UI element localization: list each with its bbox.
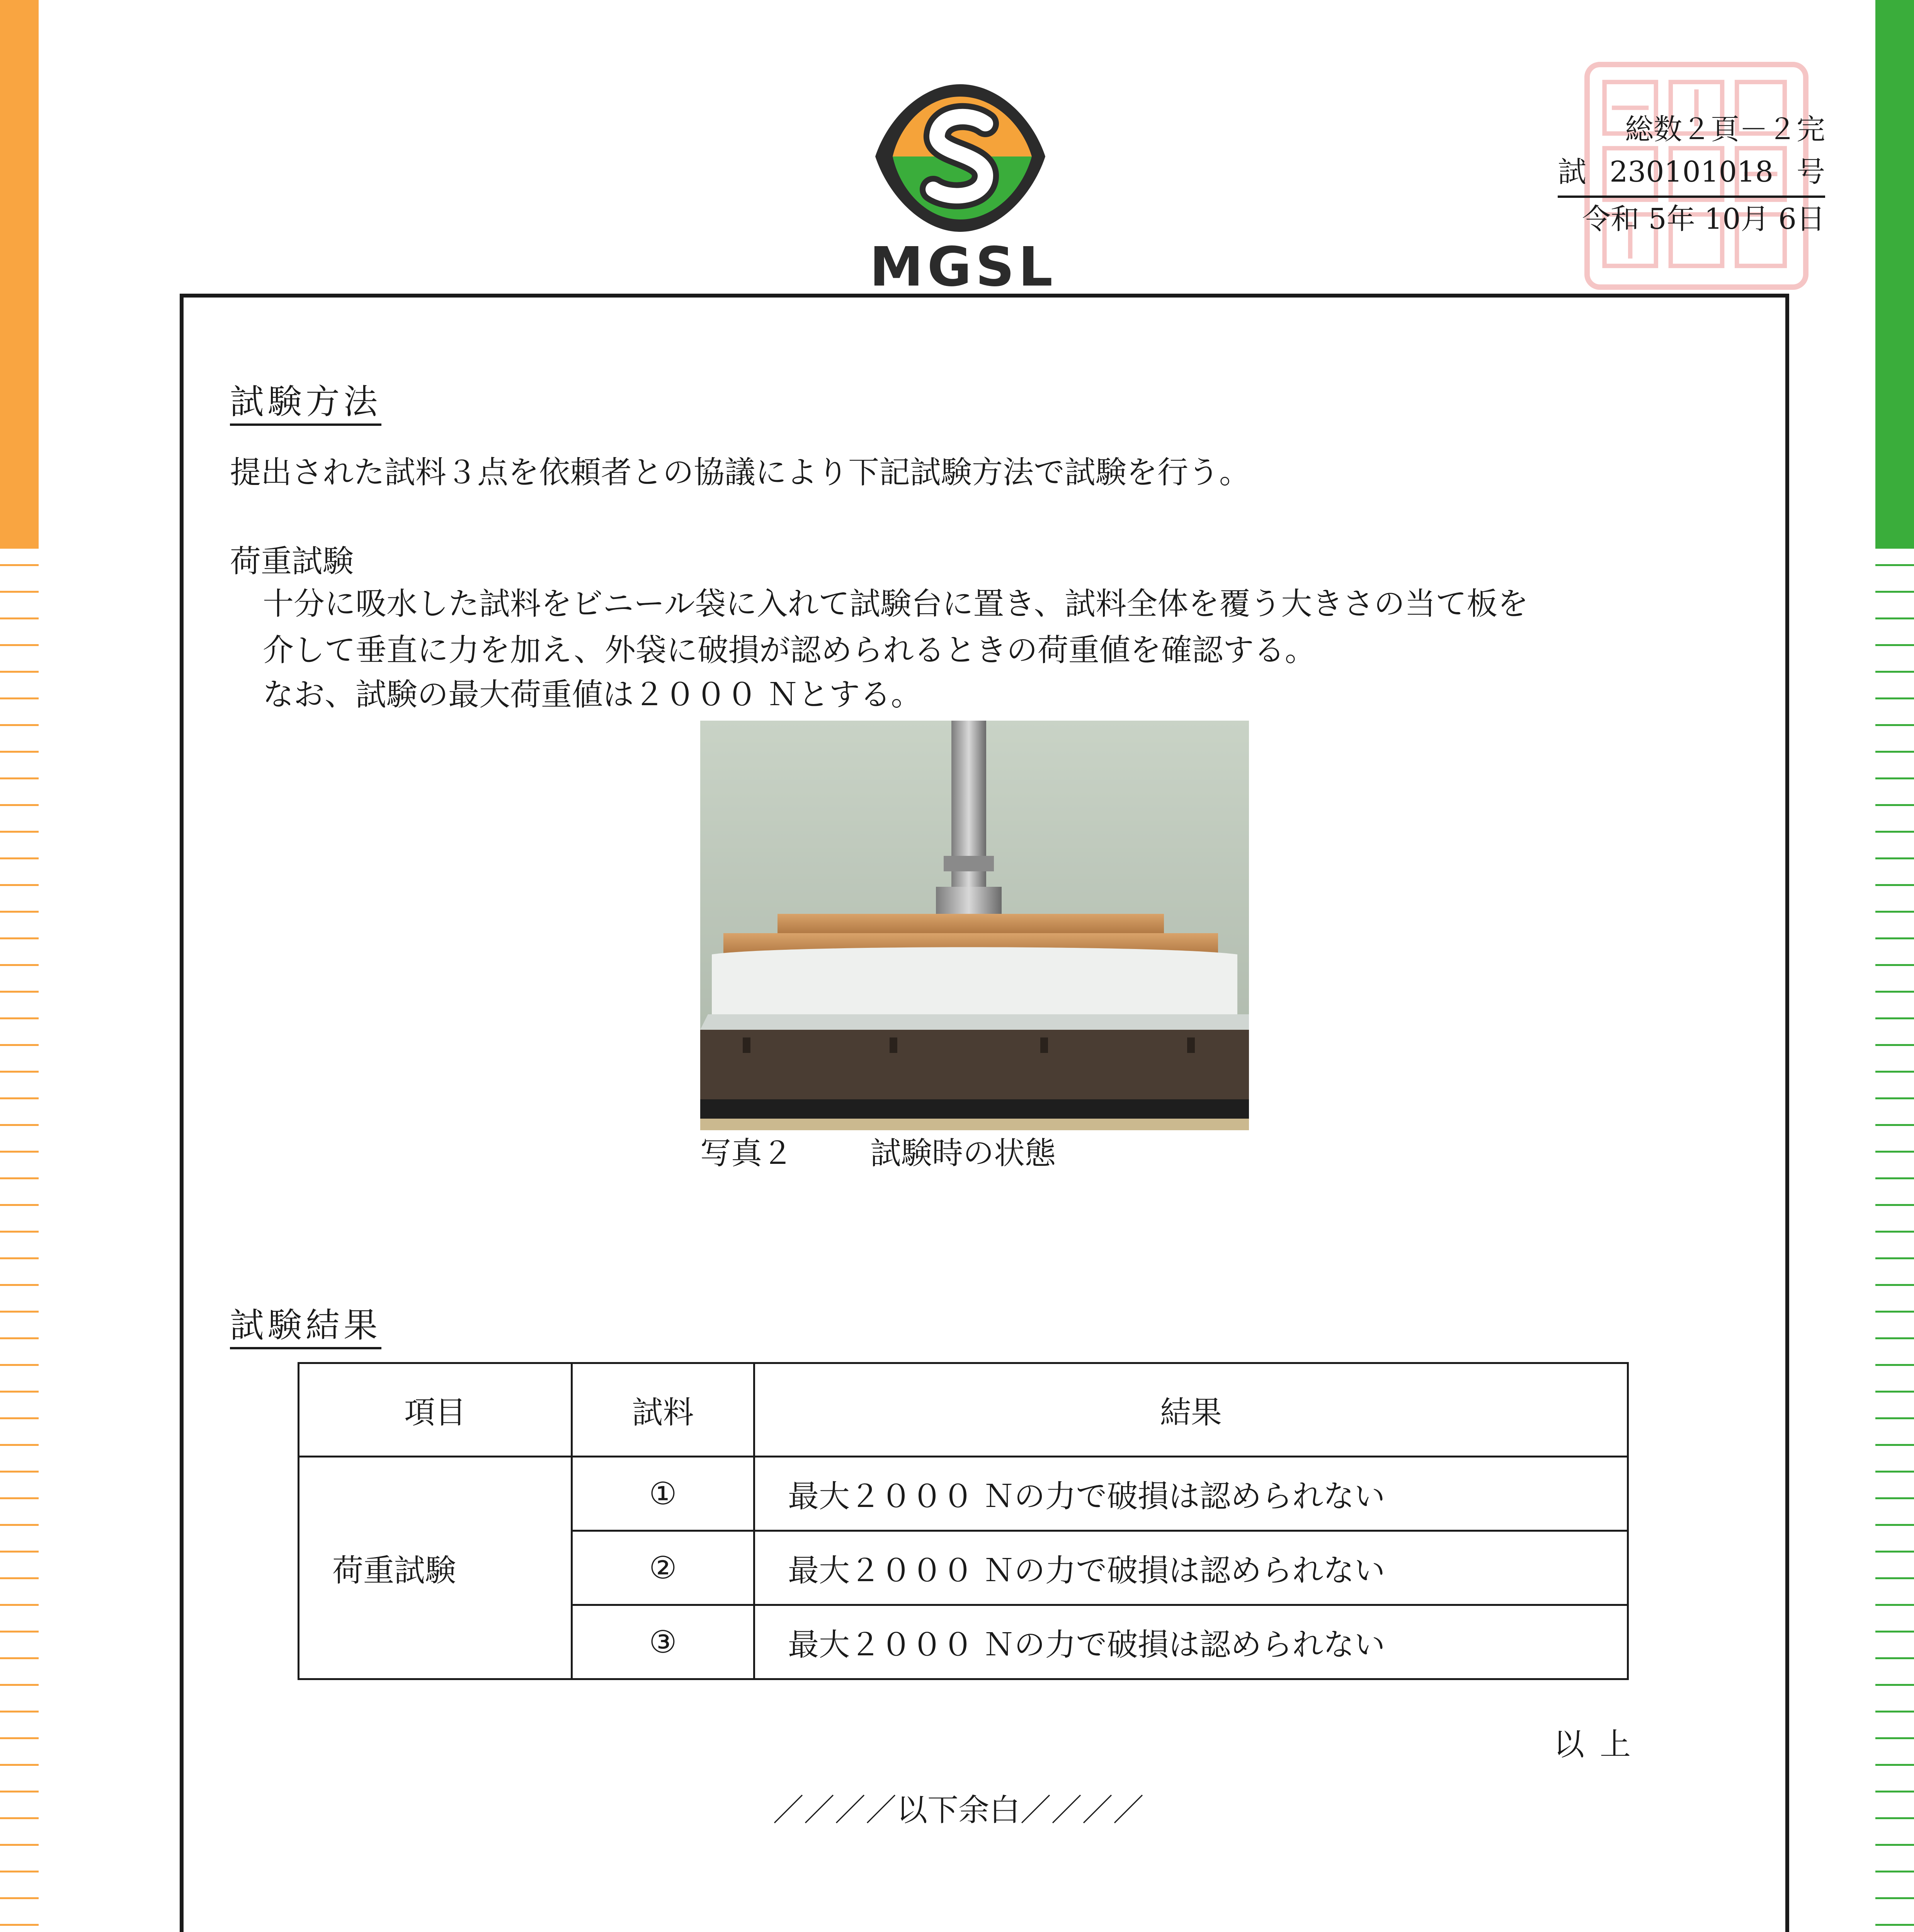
strip-tick	[1875, 1817, 1914, 1819]
strip-tick	[0, 1417, 39, 1419]
strip-tick	[1875, 1177, 1914, 1179]
strip-tick	[0, 1791, 39, 1793]
strip-tick	[0, 1204, 39, 1206]
strip-tick	[1875, 1044, 1914, 1046]
results-table	[298, 1362, 1629, 1680]
strip-tick	[0, 1284, 39, 1286]
test-item-cell: 荷重試験	[299, 1457, 572, 1679]
strip-tick	[1875, 1497, 1914, 1499]
strip-tick	[1875, 1604, 1914, 1606]
strip-tick	[0, 884, 39, 886]
left-decorative-strip	[0, 0, 39, 1932]
strip-tick	[0, 1044, 39, 1046]
strip-tick	[1875, 1071, 1914, 1073]
strip-tick	[0, 1844, 39, 1846]
strip-tick	[0, 1817, 39, 1819]
strip-tick	[0, 911, 39, 913]
strip-tick	[1875, 564, 1914, 566]
sample-cell: ②	[572, 1531, 754, 1605]
mgsl-logo-mark	[869, 81, 1051, 236]
load-test-description-1: 十分に吸水した試料をビニール袋に入れて試験台に置き、試料全体を覆う大きさの当て板を	[263, 586, 1529, 622]
right-decorative-strip	[1875, 0, 1914, 1932]
strip-tick	[1875, 1444, 1914, 1446]
sample-cell: ①	[572, 1457, 754, 1531]
header-item: 項目	[299, 1363, 572, 1457]
strip-tick	[1875, 1524, 1914, 1526]
page-count: 総数２頁－２完	[1625, 113, 1825, 146]
strip-tick	[1875, 1897, 1914, 1899]
strip-tick	[0, 964, 39, 966]
strip-tick	[0, 804, 39, 806]
strip-tick	[1875, 991, 1914, 993]
strip-tick	[1875, 1097, 1914, 1099]
strip-tick	[0, 564, 39, 566]
strip-tick	[0, 1444, 39, 1446]
strip-tick	[1875, 1791, 1914, 1793]
strip-tick	[1875, 697, 1914, 699]
strip-tick	[0, 1071, 39, 1073]
strip-tick	[0, 1097, 39, 1099]
report-suffix: 号	[1797, 155, 1825, 189]
strip-tick	[0, 1124, 39, 1126]
strip-tick	[1875, 1577, 1914, 1579]
right-strip-top-bar	[1875, 0, 1914, 549]
strip-tick	[0, 1711, 39, 1713]
strip-tick	[1875, 671, 1914, 673]
strip-tick	[1875, 1364, 1914, 1366]
strip-tick	[1875, 1151, 1914, 1153]
strip-tick	[0, 591, 39, 593]
strip-tick	[1875, 724, 1914, 726]
strip-tick	[1875, 1017, 1914, 1019]
table-row	[299, 1457, 1628, 1531]
strip-tick	[0, 1257, 39, 1259]
strip-tick	[0, 1604, 39, 1606]
strip-tick	[1875, 1844, 1914, 1846]
strip-tick	[0, 724, 39, 726]
strip-tick	[1875, 1737, 1914, 1739]
results-header-row	[299, 1363, 1628, 1457]
strip-tick	[1875, 1764, 1914, 1766]
results-section-title: 試験結果	[230, 1306, 381, 1349]
strip-tick	[0, 1151, 39, 1153]
strip-tick	[0, 1231, 39, 1233]
method-intro: 提出された試料３点を依頼者との協議により下記試験方法で試験を行う。	[230, 454, 1250, 490]
photo-caption-text: 試験時の状態	[870, 1135, 1056, 1171]
strip-tick	[1875, 777, 1914, 779]
method-section-title: 試験方法	[230, 383, 381, 426]
header-sample: 試料	[572, 1363, 754, 1457]
strip-tick	[0, 1631, 39, 1633]
strip-tick	[1875, 911, 1914, 913]
strip-tick	[1875, 751, 1914, 753]
report-date: 令和 5年 10月 6日	[1582, 202, 1825, 236]
strip-tick	[1875, 1924, 1914, 1926]
result-cell: 最大２０００ Ｎの力で破損は認められない	[754, 1605, 1628, 1679]
strip-tick	[0, 1551, 39, 1553]
strip-tick	[0, 1924, 39, 1926]
strip-tick	[1875, 884, 1914, 886]
strip-tick	[0, 617, 39, 619]
photo-caption	[700, 1130, 1056, 1177]
load-test-heading: 荷重試験	[230, 543, 354, 579]
strip-tick	[1875, 1391, 1914, 1393]
strip-tick	[1875, 831, 1914, 833]
strip-tick	[0, 1871, 39, 1872]
strip-tick	[0, 1577, 39, 1579]
logo-text: MGSL	[869, 236, 1057, 299]
strip-tick	[0, 1737, 39, 1739]
result-cell: 最大２０００ Ｎの力で破損は認められない	[754, 1531, 1628, 1605]
strip-tick	[1875, 644, 1914, 646]
strip-tick	[1875, 964, 1914, 966]
strip-tick	[1875, 1551, 1914, 1553]
left-strip-top-bar	[0, 0, 39, 549]
blank-below-note: ／／／／以下余白／／／／	[773, 1792, 1144, 1828]
strip-tick	[0, 1524, 39, 1526]
strip-tick	[0, 697, 39, 699]
strip-tick	[1875, 1257, 1914, 1259]
strip-tick	[0, 644, 39, 646]
strip-tick	[0, 1311, 39, 1313]
strip-tick	[1875, 617, 1914, 619]
strip-tick	[1875, 1471, 1914, 1473]
strip-tick	[0, 937, 39, 939]
strip-tick	[1875, 1631, 1914, 1633]
photo-label: 写真２	[700, 1135, 793, 1171]
strip-tick	[1875, 1284, 1914, 1286]
load-test-description-2: 介して垂直に力を加え、外袋に破損が認められるときの荷重値を確認する。	[263, 632, 1316, 668]
strip-tick	[0, 1391, 39, 1393]
report-prefix: 試	[1558, 155, 1587, 189]
test-setup-photo	[700, 721, 1249, 1130]
strip-tick	[1875, 591, 1914, 593]
report-header	[1558, 108, 1825, 240]
strip-tick	[0, 1337, 39, 1339]
strip-tick	[1875, 1417, 1914, 1419]
strip-tick	[0, 991, 39, 993]
mgsl-logo	[869, 81, 1057, 299]
strip-tick	[1875, 1231, 1914, 1233]
strip-tick	[0, 751, 39, 753]
strip-tick	[1875, 1871, 1914, 1872]
strip-tick	[1875, 804, 1914, 806]
strip-tick	[0, 1017, 39, 1019]
strip-tick	[0, 1364, 39, 1366]
load-test-description-3: なお、試験の最大荷重値は２０００ Ｎとする。	[263, 677, 922, 713]
strip-tick	[1875, 857, 1914, 859]
strip-tick	[1875, 1311, 1914, 1313]
strip-tick	[0, 1657, 39, 1659]
strip-tick	[0, 1897, 39, 1899]
strip-tick	[0, 1764, 39, 1766]
closing-mark: 以上	[1553, 1726, 1646, 1762]
strip-tick	[1875, 937, 1914, 939]
strip-tick	[1875, 1337, 1914, 1339]
strip-tick	[1875, 1124, 1914, 1126]
strip-tick	[0, 831, 39, 833]
strip-tick	[0, 1471, 39, 1473]
strip-tick	[0, 671, 39, 673]
strip-tick	[0, 1497, 39, 1499]
sample-cell: ③	[572, 1605, 754, 1679]
report-number-line	[1558, 151, 1825, 198]
report-number: 230101018	[1609, 155, 1773, 189]
result-cell: 最大２０００ Ｎの力で破損は認められない	[754, 1457, 1628, 1531]
strip-tick	[0, 1684, 39, 1686]
strip-tick	[1875, 1711, 1914, 1713]
header-result: 結果	[754, 1363, 1628, 1457]
strip-tick	[0, 777, 39, 779]
strip-tick	[1875, 1657, 1914, 1659]
strip-tick	[1875, 1204, 1914, 1206]
strip-tick	[1875, 1684, 1914, 1686]
strip-tick	[0, 857, 39, 859]
strip-tick	[0, 1177, 39, 1179]
